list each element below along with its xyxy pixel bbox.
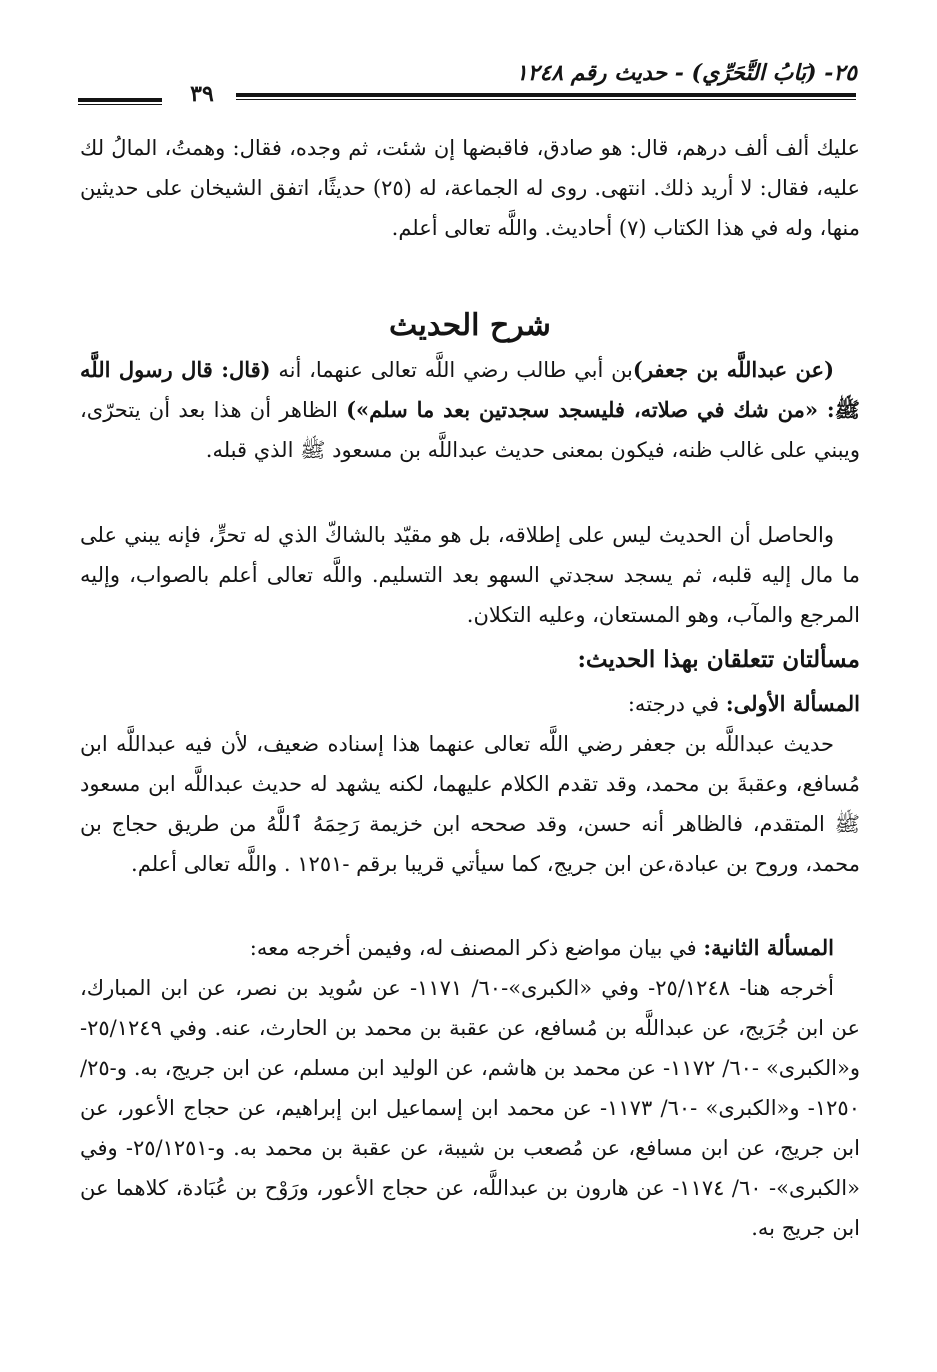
sharh-text-2: والحاصل أن الحديث ليس على إطلاقه، بل هو مقيّد بالشاكّ الذي له تحرٍّ، فإنه يبني على ما مال إليه قلبه، ثم يسجد سجدتي السهو بعد التسليم. واللَّه تعالى أعلم بالصواب، وإليه المرجع والمآب، وهو المستعان، وعليه التكلان. bbox=[80, 523, 860, 627]
section-title: شرح الحديث bbox=[389, 308, 551, 343]
intro-paragraph bbox=[80, 128, 860, 248]
sharh-paragraph-2 bbox=[80, 515, 860, 635]
isnad-continuation: بن أبي طالب رضي اللَّه تعالى عنهما، أنه bbox=[270, 358, 633, 382]
intro-text: عليك ألف ألف درهم، قال: هو صادق، فاقبضها إن شئت، ثم وجده، فقال: وهمتُ، المالُ لك عليه، فقال: لا أريد ذلك. انتهى. روى له الجماعة، له (٢٥) حديثًا، اتفق الشيخان على حديثين منها، وله في هذا الكتاب (٧) أحاديث. واللَّه تعالى أعلم. bbox=[80, 136, 860, 240]
masala-2-text: أخرجه هنا- ٢٥/١٢٤٨- وفي «الكبرى»-٦٠/ ١١٧١- عن سُويد بن نصر، عن ابن المبارك، عن ابن جُرَيج، عن عبداللَّه بن مُسافع، عن عقبة بن محمد بن الحارث، عنه. وفي ٢٥/١٢٤٩- و«الكبرى» -٦٠/ ١١٧٢- عن محمد بن هاشم، عن الوليد ابن مسلم، عن ابن جريج، به. و-٢٥/ ١٢٥٠- و«الكبرى» -٦٠/ ١١٧٣- عن محمد ابن إسماعيل ابن إبراهيم، عن حجاج الأعور، عن ابن جريج، عن ابن مسافع، عن مُصعب بن شيبة، عن عقبة بن محمد به. و-٢٥/١٢٥١- وفي «الكبرى»- ٦٠/ ١١٧٤- عن هارون بن عبداللَّه، عن حجاج الأعور، ورَوْح بن عُبَادة، كلاهما عن ابن جريج به. bbox=[80, 976, 860, 1240]
masala-1-heading bbox=[80, 684, 860, 724]
header-rule-left bbox=[78, 98, 162, 105]
masala-2-label: المسألة الثانية: bbox=[703, 935, 834, 960]
masala-2-topic: في بيان مواضع ذكر المصنف له، وفيمن أخرجه معه: bbox=[249, 936, 704, 960]
sharh-commentary: الظاهر أن هذا بعد أن يتحرّى، ويبني على غالب ظنه، فيكون بمعنى حديث عبداللَّه بن مسعود ﷺ الذي قبله. bbox=[80, 398, 860, 462]
masala-1-label: المسألة الأولى: bbox=[725, 691, 860, 716]
masala-1-topic: في درجته: bbox=[627, 692, 726, 716]
running-head: ٢٥- (بَابُ التَّحَرِّي) - حديث رقم ١٢٤٨ bbox=[515, 60, 857, 86]
masala-1-text: حديث عبداللَّه بن جعفر رضي اللَّه تعالى عنهما هذا إسناده ضعيف، لأن فيه عبداللَّه ابن مُسافع، وعقبةَ بن محمد، وقد تقدم الكلام عليهما، لكنه يشهد له حديث عبداللَّه ابن مسعود ﷺ المتقدم، فالظاهر أنه حسن، وقد صححه ابن خزيمة رَحِمَهُ ٱللَّهُ من طريق حجاج بن محمد، وروح بن عبادة،عن ابن جريج، كما سيأتي قريبا برقم -١٢٥١ . واللَّه تعالى أعلم. bbox=[80, 732, 860, 876]
masala-2 bbox=[80, 928, 860, 1248]
isnad-opening: (عن عبداللَّه بن جعفر) bbox=[632, 357, 834, 382]
sharh-text-1 bbox=[80, 350, 860, 470]
page-number: ٣٩ bbox=[190, 81, 214, 107]
masala-2-heading bbox=[80, 928, 860, 968]
header-rule-right bbox=[236, 93, 856, 100]
masala-1 bbox=[80, 684, 860, 884]
hadith-matn: (قال: قال رسول اللَّه ﷺ: «من شك في صلاته، فليسجد سجدتين بعد ما سلم») bbox=[80, 357, 860, 422]
sharh-paragraph-1 bbox=[80, 350, 860, 470]
masail-heading: مسألتان تتعلقان بهذا الحديث: bbox=[577, 646, 860, 673]
